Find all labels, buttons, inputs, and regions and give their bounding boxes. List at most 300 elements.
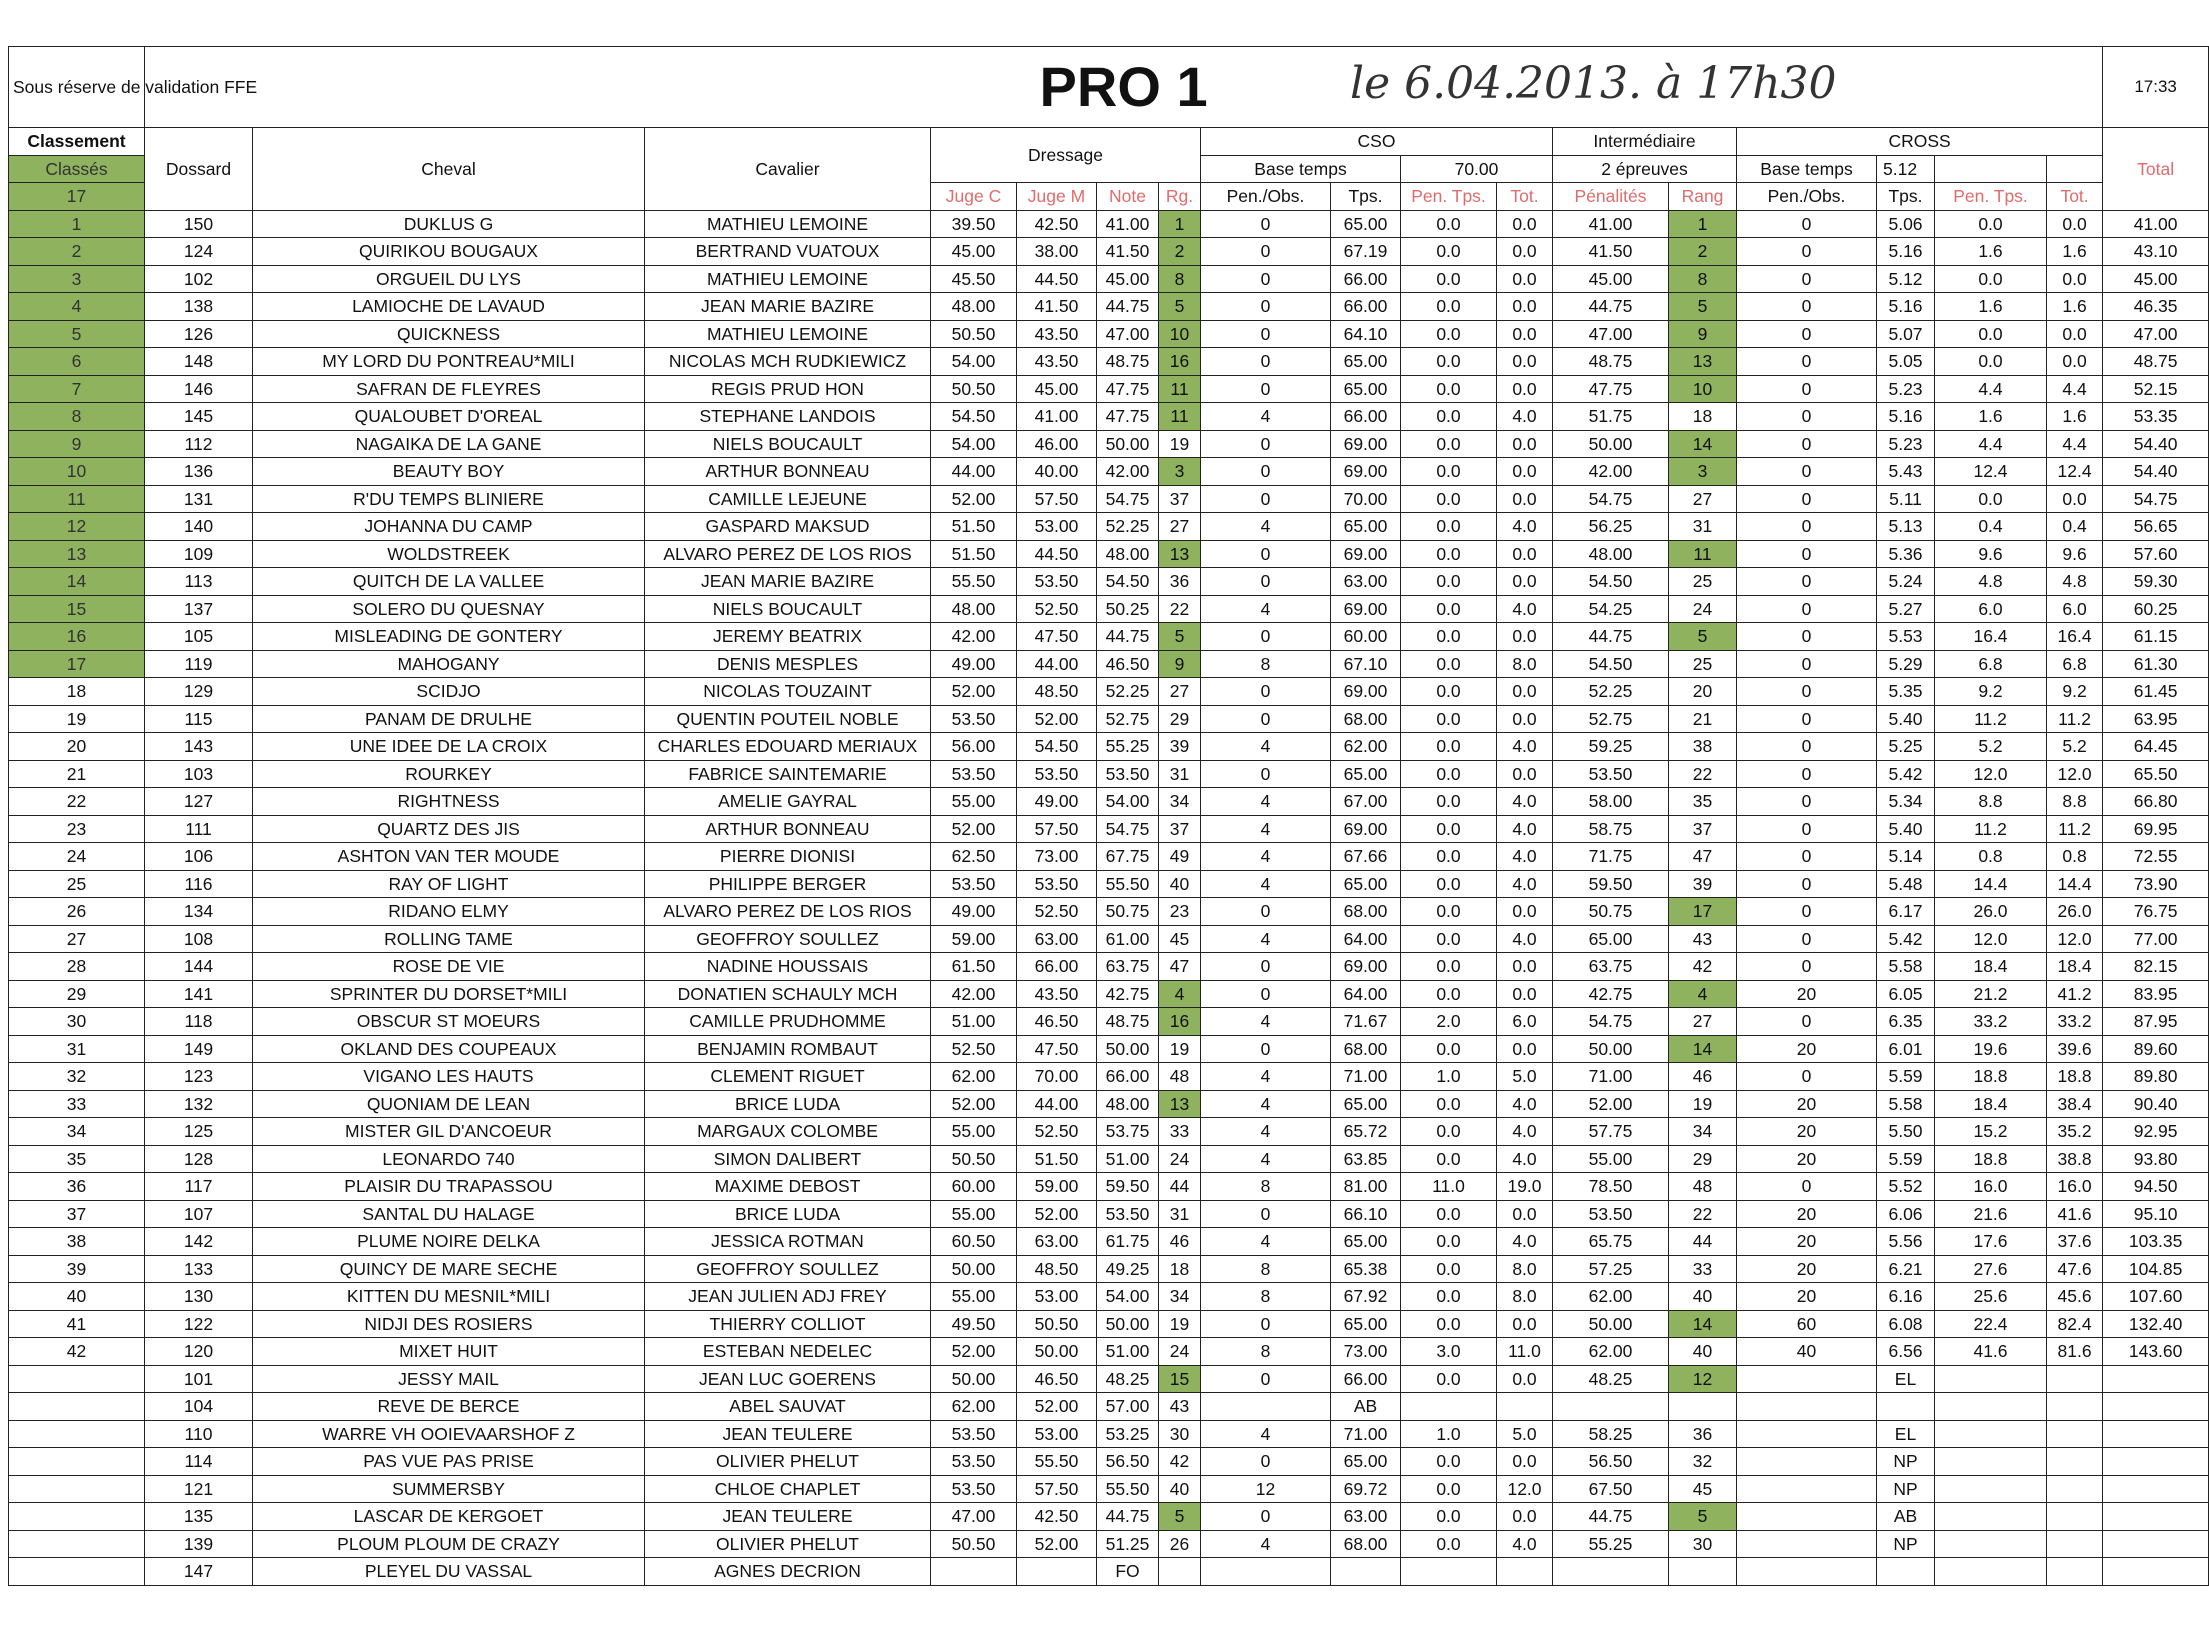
table-cell: 95.10	[2103, 1200, 2209, 1228]
table-cell: 0	[1737, 760, 1877, 788]
table-cell: 130	[145, 1283, 253, 1311]
table-cell: 6.8	[2047, 650, 2103, 678]
table-cell	[2103, 1475, 2209, 1503]
table-cell	[9, 1448, 145, 1476]
table-row	[9, 1255, 2209, 1283]
table-cell: 54.75	[1097, 485, 1159, 513]
table-cell: 11.2	[1935, 815, 2047, 843]
table-cell: 5.42	[1877, 760, 1935, 788]
table-cell: RAY OF LIGHT	[253, 870, 645, 898]
table-cell: 37	[1159, 485, 1201, 513]
table-cell: PHILIPPE BERGER	[645, 870, 931, 898]
table-row	[9, 1008, 2209, 1036]
table-cell: 26	[9, 898, 145, 926]
table-cell: 0.0	[1935, 265, 2047, 293]
table-cell: 47.00	[2103, 320, 2209, 348]
table-cell: 13	[1159, 1090, 1201, 1118]
table-cell: 54.75	[1097, 815, 1159, 843]
table-cell: 4	[1201, 403, 1331, 431]
table-cell: 37	[9, 1200, 145, 1228]
table-cell: 14	[1669, 1310, 1737, 1338]
table-cell: ARTHUR BONNEAU	[645, 815, 931, 843]
table-cell	[2103, 1448, 2209, 1476]
table-cell: 30	[1159, 1420, 1201, 1448]
table-cell: 38	[9, 1228, 145, 1256]
table-cell: 0	[1737, 238, 1877, 266]
table-cell: 5.58	[1877, 1090, 1935, 1118]
table-cell: NP	[1877, 1530, 1935, 1558]
table-cell: 51.75	[1553, 403, 1669, 431]
table-cell: 4.4	[1935, 375, 2047, 403]
table-cell: 5.52	[1877, 1173, 1935, 1201]
table-cell: 16	[9, 623, 145, 651]
table-cell: 58.75	[1553, 815, 1669, 843]
table-cell: 13	[1669, 348, 1737, 376]
table-row	[9, 210, 2209, 238]
table-cell: 1.6	[1935, 238, 2047, 266]
table-cell: 5.16	[1877, 293, 1935, 321]
table-cell: 83.95	[2103, 980, 2209, 1008]
table-cell: 32	[9, 1063, 145, 1091]
table-cell: 0	[1737, 430, 1877, 458]
table-cell: 26	[1159, 1530, 1201, 1558]
table-cell	[2047, 1530, 2103, 1558]
table-cell	[1737, 1393, 1877, 1421]
table-cell: 50.50	[931, 320, 1017, 348]
table-cell: 111	[145, 815, 253, 843]
table-cell: 0.0	[1401, 1365, 1497, 1393]
table-cell: 68.00	[1331, 1530, 1401, 1558]
table-cell: 48.00	[1553, 540, 1669, 568]
table-cell: 12.0	[1935, 925, 2047, 953]
table-cell: 6.05	[1877, 980, 1935, 1008]
table-row	[9, 1448, 2209, 1476]
dossard-header: Dossard	[145, 128, 253, 211]
table-cell: 65.00	[1331, 348, 1401, 376]
table-cell: 35	[1669, 788, 1737, 816]
table-cell: 6.16	[1877, 1283, 1935, 1311]
cross-header: CROSS	[1737, 128, 2103, 156]
table-cell: 58.00	[1553, 788, 1669, 816]
table-cell: 59.50	[1097, 1173, 1159, 1201]
table-cell: 1.0	[1401, 1063, 1497, 1091]
table-cell: 53.50	[931, 1475, 1017, 1503]
table-cell: 1	[1159, 210, 1201, 238]
table-cell: 0	[1201, 1200, 1331, 1228]
cross-pen-tps-header: Pen. Tps.	[1935, 183, 2047, 211]
table-row	[9, 1338, 2209, 1366]
table-cell: 55.00	[931, 1118, 1017, 1146]
table-cell: 0.0	[1497, 1035, 1553, 1063]
table-cell: 5.58	[1877, 953, 1935, 981]
table-cell: 5.35	[1877, 678, 1935, 706]
table-cell: 0.0	[1497, 1310, 1553, 1338]
table-cell: 50.50	[931, 375, 1017, 403]
table-cell: 43.10	[2103, 238, 2209, 266]
table-cell: 4	[1201, 843, 1331, 871]
table-cell: 4	[1201, 870, 1331, 898]
table-cell: 146	[145, 375, 253, 403]
table-cell: 42.75	[1553, 980, 1669, 1008]
table-cell	[1401, 1558, 1497, 1586]
table-cell: LAMIOCHE DE LAVAUD	[253, 293, 645, 321]
table-cell: 39	[9, 1255, 145, 1283]
table-cell: 11.0	[1497, 1338, 1553, 1366]
table-cell: 5.56	[1877, 1228, 1935, 1256]
table-cell: 10	[1159, 320, 1201, 348]
table-row	[9, 815, 2209, 843]
table-cell: 94.50	[2103, 1173, 2209, 1201]
table-cell: 4	[1669, 980, 1737, 1008]
table-cell: 45.00	[1553, 265, 1669, 293]
table-cell: 19	[1159, 430, 1201, 458]
table-cell: 0.0	[1497, 1448, 1553, 1476]
table-cell: 36	[1669, 1420, 1737, 1448]
table-cell: 54.50	[931, 403, 1017, 431]
table-cell: 57.50	[1017, 815, 1097, 843]
table-cell: 53.50	[931, 705, 1017, 733]
table-cell: QUINCY DE MARE SECHE	[253, 1255, 645, 1283]
table-cell: 66.00	[1331, 293, 1401, 321]
table-cell: 65.00	[1553, 925, 1669, 953]
table-cell: 44	[1159, 1173, 1201, 1201]
table-cell: 9.2	[2047, 678, 2103, 706]
table-cell: MISTER GIL D'ANCOEUR	[253, 1118, 645, 1146]
table-cell: GASPARD MAKSUD	[645, 513, 931, 541]
table-cell: 140	[145, 513, 253, 541]
table-cell: 0.0	[1401, 623, 1497, 651]
table-cell: 8	[1201, 1255, 1331, 1283]
table-cell: 41.2	[2047, 980, 2103, 1008]
table-cell: 0	[1737, 513, 1877, 541]
table-cell: 20	[1737, 1035, 1877, 1063]
table-cell: JESSICA ROTMAN	[645, 1228, 931, 1256]
table-cell: QUENTIN POUTEIL NOBLE	[645, 705, 931, 733]
table-cell: NICOLAS MCH RUDKIEWICZ	[645, 348, 931, 376]
table-cell: 51.00	[1097, 1338, 1159, 1366]
table-cell: 65.00	[1331, 760, 1401, 788]
table-cell: 0.4	[1935, 513, 2047, 541]
table-cell: 0.0	[1401, 1255, 1497, 1283]
table-cell: 8	[1159, 265, 1201, 293]
table-cell: 89.60	[2103, 1035, 2209, 1063]
table-cell: 46.50	[1017, 1008, 1097, 1036]
table-cell: 20	[1737, 1228, 1877, 1256]
table-cell: 52.00	[1553, 1090, 1669, 1118]
table-cell: 32	[1669, 1448, 1737, 1476]
table-cell	[1201, 1558, 1331, 1586]
table-cell: 5.50	[1877, 1118, 1935, 1146]
page-title: PRO 1	[1039, 54, 1208, 118]
table-cell: 134	[145, 898, 253, 926]
table-cell: 138	[145, 293, 253, 321]
cso-pen-tps-header: Pen. Tps.	[1401, 183, 1497, 211]
table-row	[9, 1475, 2209, 1503]
table-cell: 63.75	[1553, 953, 1669, 981]
table-cell: 0	[1737, 788, 1877, 816]
table-cell: 30	[1669, 1530, 1737, 1558]
table-cell: 52.50	[1017, 898, 1097, 926]
table-cell: JEAN TEULERE	[645, 1503, 931, 1531]
table-cell: 4	[1201, 1008, 1331, 1036]
table-cell: 11	[1669, 540, 1737, 568]
table-cell: 52.75	[1553, 705, 1669, 733]
table-cell: 0	[1737, 568, 1877, 596]
table-cell: QUIRIKOU BOUGAUX	[253, 238, 645, 266]
table-cell: JEAN TEULERE	[645, 1420, 931, 1448]
table-cell	[9, 1420, 145, 1448]
table-cell	[1553, 1558, 1669, 1586]
table-cell: 11.2	[1935, 705, 2047, 733]
table-cell: 55.00	[931, 788, 1017, 816]
table-cell: 24	[1159, 1338, 1201, 1366]
table-cell: 0.0	[1401, 870, 1497, 898]
table-cell: 0	[1201, 1448, 1331, 1476]
table-cell: 28	[9, 953, 145, 981]
table-cell: 65.38	[1331, 1255, 1401, 1283]
table-cell: 50.75	[1097, 898, 1159, 926]
table-cell: 5.34	[1877, 788, 1935, 816]
table-cell: 51.50	[1017, 1145, 1097, 1173]
handwritten-date: le 6.04.2013. à 17h30	[1350, 58, 1837, 109]
table-cell	[1935, 1365, 2047, 1393]
table-cell: 0	[1201, 320, 1331, 348]
table-cell: 0	[1201, 568, 1331, 596]
table-cell	[2047, 1558, 2103, 1586]
note-header: Note	[1097, 183, 1159, 211]
table-cell: 0.0	[1935, 320, 2047, 348]
table-cell: 5.05	[1877, 348, 1935, 376]
table-cell: 0.0	[1401, 705, 1497, 733]
table-cell: 0.0	[1401, 568, 1497, 596]
table-cell: 65.00	[1331, 375, 1401, 403]
table-cell: 0.0	[1401, 980, 1497, 1008]
table-cell: NIELS BOUCAULT	[645, 430, 931, 458]
table-cell: DUKLUS G	[253, 210, 645, 238]
table-cell: 5.42	[1877, 925, 1935, 953]
table-cell: 62.00	[1553, 1283, 1669, 1311]
table-cell: 36	[9, 1173, 145, 1201]
juge-c-header: Juge C	[931, 183, 1017, 211]
table-cell: 67.50	[1553, 1475, 1669, 1503]
table-cell: 9	[1669, 320, 1737, 348]
table-row	[9, 1503, 2209, 1531]
rg-header: Rg.	[1159, 183, 1201, 211]
table-cell: 8.0	[1497, 650, 1553, 678]
table-cell: 15	[1159, 1365, 1201, 1393]
cso-base-value: 70.00	[1401, 155, 1553, 183]
table-cell: 55.50	[931, 568, 1017, 596]
table-cell: 44.75	[1097, 623, 1159, 651]
table-row	[9, 1365, 2209, 1393]
table-cell: 0.0	[1401, 1228, 1497, 1256]
table-cell: 132.40	[2103, 1310, 2209, 1338]
table-cell: 33	[1669, 1255, 1737, 1283]
table-cell: EL	[1877, 1365, 1935, 1393]
table-cell: 0.0	[1497, 485, 1553, 513]
table-cell: 42	[1159, 1448, 1201, 1476]
table-cell: 108	[145, 925, 253, 953]
table-cell: 119	[145, 650, 253, 678]
table-cell: 19.6	[1935, 1035, 2047, 1063]
table-cell: 131	[145, 485, 253, 513]
table-cell: 0	[1737, 843, 1877, 871]
table-cell: OLIVIER PHELUT	[645, 1448, 931, 1476]
dressage-header: Dressage	[931, 128, 1201, 183]
table-cell	[1497, 1393, 1553, 1421]
table-cell: 0	[1737, 705, 1877, 733]
table-cell	[1737, 1420, 1877, 1448]
table-cell: 35	[9, 1145, 145, 1173]
table-cell: 0	[1737, 293, 1877, 321]
table-cell: 22.4	[1935, 1310, 2047, 1338]
table-cell: DENIS MESPLES	[645, 650, 931, 678]
table-cell: 4.0	[1497, 788, 1553, 816]
table-cell: 6.17	[1877, 898, 1935, 926]
table-cell: 18	[9, 678, 145, 706]
table-cell: 52.00	[1017, 1393, 1097, 1421]
table-cell: 68.00	[1331, 898, 1401, 926]
table-cell: 43	[1669, 925, 1737, 953]
table-cell: 0	[1201, 458, 1331, 486]
table-cell: 42.00	[1553, 458, 1669, 486]
rang-header: Rang	[1669, 183, 1737, 211]
table-cell: 66.10	[1331, 1200, 1401, 1228]
table-cell: 69.00	[1331, 540, 1401, 568]
table-cell: 14.4	[1935, 870, 2047, 898]
table-cell: AMELIE GAYRAL	[645, 788, 931, 816]
table-cell: 0.0	[1401, 650, 1497, 678]
table-cell: 53.25	[1097, 1420, 1159, 1448]
table-row	[9, 1145, 2209, 1173]
table-row	[9, 595, 2209, 623]
table-cell: 0.0	[1401, 210, 1497, 238]
table-cell: 0	[1201, 293, 1331, 321]
table-cell: 24	[9, 843, 145, 871]
table-cell: 12.0	[2047, 925, 2103, 953]
table-cell: 54.25	[1553, 595, 1669, 623]
table-cell: 0.0	[1497, 678, 1553, 706]
table-cell: 0.0	[1401, 1035, 1497, 1063]
table-cell: 54.00	[1097, 788, 1159, 816]
table-cell: 0.0	[1935, 210, 2047, 238]
table-cell: 133	[145, 1255, 253, 1283]
table-cell: 66.00	[1331, 1365, 1401, 1393]
table-cell: 0.0	[1401, 1310, 1497, 1338]
table-cell: 47.00	[1097, 320, 1159, 348]
table-cell	[2103, 1530, 2209, 1558]
cso-header: CSO	[1201, 128, 1553, 156]
table-row	[9, 1283, 2209, 1311]
table-cell: 35.2	[2047, 1118, 2103, 1146]
table-cell: 1.6	[2047, 403, 2103, 431]
classes-header: Classés	[9, 155, 145, 183]
table-cell: 40	[1159, 1475, 1201, 1503]
table-cell: QUALOUBET D'OREAL	[253, 403, 645, 431]
table-cell: 19	[1159, 1035, 1201, 1063]
table-cell: 0.0	[1401, 1090, 1497, 1118]
table-cell: 5.40	[1877, 705, 1935, 733]
table-cell: 54.50	[1553, 650, 1669, 678]
table-cell: 44.50	[1017, 265, 1097, 293]
table-cell: 17	[1669, 898, 1737, 926]
table-cell: 45.00	[931, 238, 1017, 266]
table-cell: 2	[1159, 238, 1201, 266]
table-cell: 54.50	[1097, 568, 1159, 596]
table-cell: 11.2	[2047, 705, 2103, 733]
table-cell: 0.0	[1401, 1283, 1497, 1311]
table-cell: PIERRE DIONISI	[645, 843, 931, 871]
table-row	[9, 348, 2209, 376]
table-cell: 11	[1159, 375, 1201, 403]
table-cell: 53.50	[1097, 1200, 1159, 1228]
table-cell: ROLLING TAME	[253, 925, 645, 953]
table-cell: 25	[9, 870, 145, 898]
table-cell: 16	[1159, 348, 1201, 376]
intermediaire-header: Intermédiaire	[1553, 128, 1737, 156]
table-cell: 50.00	[1553, 1035, 1669, 1063]
table-cell	[2103, 1558, 2209, 1586]
table-cell: 53.50	[931, 1448, 1017, 1476]
table-cell: 53.50	[1553, 760, 1669, 788]
table-cell: 1.0	[1401, 1420, 1497, 1448]
table-cell: 18.4	[1935, 1090, 2047, 1118]
table-cell: 48.00	[1097, 1090, 1159, 1118]
table-cell: 143.60	[2103, 1338, 2209, 1366]
table-cell: 50.00	[1553, 1310, 1669, 1338]
table-cell: 59.00	[1017, 1173, 1097, 1201]
table-row	[9, 980, 2209, 1008]
table-cell: 143	[145, 733, 253, 761]
table-cell: 0	[1737, 815, 1877, 843]
table-cell: 16.0	[2047, 1173, 2103, 1201]
table-cell: 5.48	[1877, 870, 1935, 898]
table-cell: 44.00	[931, 458, 1017, 486]
table-cell: 104	[145, 1393, 253, 1421]
table-row	[9, 898, 2209, 926]
table-cell: 19	[1159, 1310, 1201, 1338]
table-cell: CLEMENT RIGUET	[645, 1063, 931, 1091]
table-cell: 5.29	[1877, 650, 1935, 678]
table-cell: 102	[145, 265, 253, 293]
table-cell: 0	[1737, 898, 1877, 926]
table-cell: 5	[9, 320, 145, 348]
table-row	[9, 1173, 2209, 1201]
table-cell: 149	[145, 1035, 253, 1063]
table-cell	[1935, 1475, 2047, 1503]
table-cell: 60	[1737, 1310, 1877, 1338]
table-row	[9, 320, 2209, 348]
table-cell: 8.0	[1497, 1283, 1553, 1311]
table-cell: 20	[1737, 1200, 1877, 1228]
table-cell: MATHIEU LEMOINE	[645, 320, 931, 348]
table-cell: 47.00	[1553, 320, 1669, 348]
table-cell: 52.25	[1097, 678, 1159, 706]
table-cell: 42.50	[1017, 1503, 1097, 1531]
table-cell: 4	[1201, 815, 1331, 843]
table-cell: MIXET HUIT	[253, 1338, 645, 1366]
table-cell	[9, 1530, 145, 1558]
table-cell: 40	[9, 1283, 145, 1311]
table-cell: 19	[1669, 1090, 1737, 1118]
table-cell: 0	[1737, 623, 1877, 651]
table-cell: 54.75	[1553, 1008, 1669, 1036]
table-cell: 71.00	[1331, 1420, 1401, 1448]
table-cell: 0.0	[1497, 210, 1553, 238]
table-cell: 145	[145, 403, 253, 431]
table-cell: 5.59	[1877, 1145, 1935, 1173]
table-cell: 0.0	[1401, 1475, 1497, 1503]
